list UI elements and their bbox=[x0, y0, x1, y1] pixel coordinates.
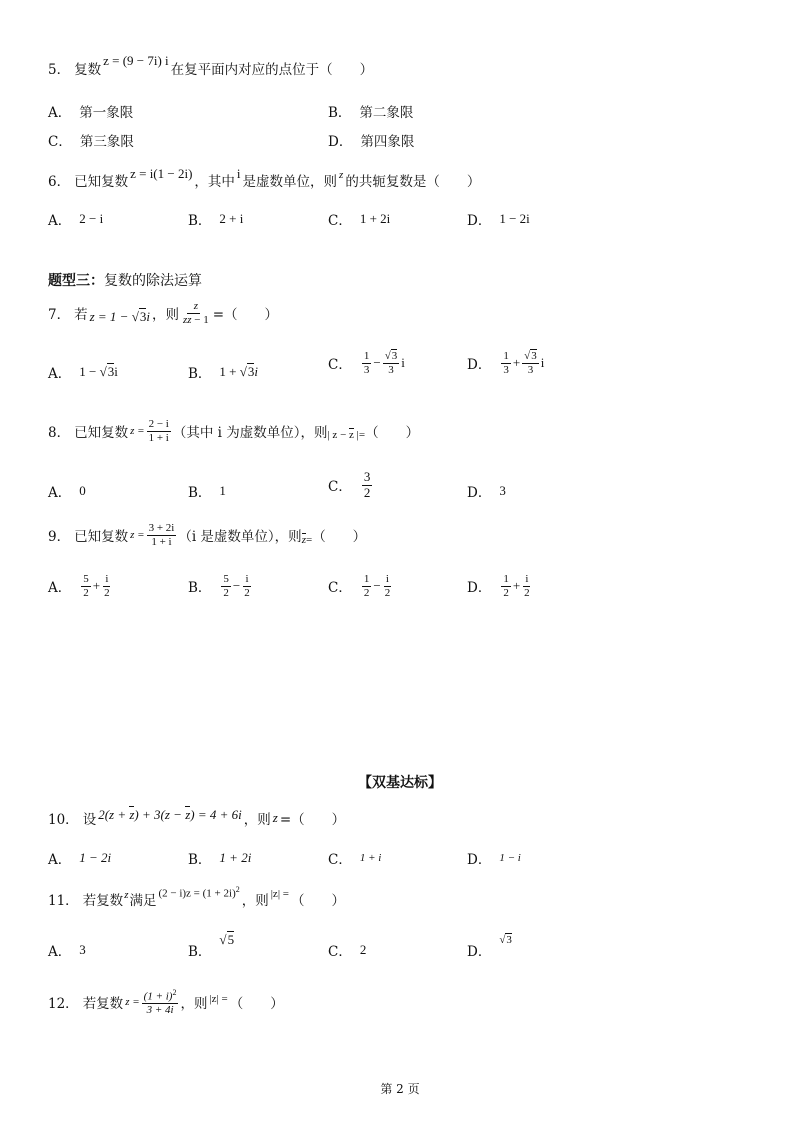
option-b[interactable]: B． $\frac{5}{2}$ − $\frac{i}{2}$ bbox=[188, 573, 250, 599]
question-text: ，则 bbox=[151, 307, 179, 324]
math-symbol: z = bbox=[130, 425, 145, 438]
question-10 bbox=[48, 808, 345, 828]
question-number: 8． bbox=[48, 425, 71, 442]
option-a[interactable]: A． $\frac{5}{2}$ + $\frac{i}{2}$ bbox=[48, 573, 110, 599]
option-b[interactable]: B． √5 bbox=[188, 932, 235, 960]
options-row bbox=[48, 350, 748, 394]
option-d[interactable]: D． $\frac{1}{2}$ + $\frac{i}{2}$ bbox=[467, 573, 530, 599]
question-text: ，则 bbox=[243, 812, 271, 828]
question-text: ，其中 bbox=[194, 174, 235, 190]
question-11 bbox=[48, 884, 345, 909]
option-d[interactable]: D． 1 − 2i bbox=[467, 211, 530, 229]
section-title: 【双基达标】 bbox=[358, 775, 442, 791]
option-a[interactable]: A． 2 − i bbox=[48, 211, 104, 229]
fraction: $\frac{(1 + i)^2}{3 + 4i}$ bbox=[143, 988, 177, 1017]
option-d[interactable]: D． √3 bbox=[467, 934, 512, 960]
section-heading: 题型三：复数的除法运算 bbox=[48, 273, 202, 289]
option-d[interactable]: D． 3 bbox=[467, 483, 506, 501]
option-c[interactable]: C． $\frac{1}{3}$ − $\frac{√3}{3}$ i bbox=[328, 350, 405, 376]
question-text: 已知复数 bbox=[74, 174, 129, 190]
math-symbol: z bbox=[124, 889, 129, 901]
math-expression: z = i(1 − 2i) bbox=[130, 166, 193, 181]
option-a[interactable]: A． 3 bbox=[48, 942, 86, 960]
math-symbol: i bbox=[236, 166, 241, 181]
option-c[interactable]: C． $\frac{1}{2}$ − $\frac{i}{2}$ bbox=[328, 573, 391, 599]
question-number: 5． bbox=[48, 62, 71, 78]
options-row bbox=[48, 932, 748, 962]
question-number: 11． bbox=[48, 893, 79, 909]
question-text: 是虚数单位，则 bbox=[242, 174, 338, 190]
question-5 bbox=[48, 53, 374, 78]
question-text: 设 bbox=[82, 812, 97, 828]
question-text: 已知复数 bbox=[74, 425, 129, 442]
question-number: 6． bbox=[48, 174, 71, 190]
question-number: 9． bbox=[48, 529, 71, 546]
question-number: 7． bbox=[48, 307, 71, 324]
math-symbol: z bbox=[339, 169, 344, 181]
question-9 bbox=[48, 522, 366, 548]
question-8 bbox=[48, 418, 419, 444]
math-expression: z = 1 − √3i bbox=[89, 309, 150, 325]
question-number: 12． bbox=[48, 996, 79, 1013]
question-text: （ ） bbox=[365, 425, 420, 442]
option-d[interactable]: D． $\frac{1}{3}$ + $\frac{√3}{3}$ i bbox=[467, 350, 545, 376]
question-text: =（ ） bbox=[279, 812, 346, 828]
fraction: $\frac{z}{zz - 1}$ bbox=[182, 300, 209, 326]
question-text: （其中 i 为虚数单位），则 bbox=[172, 425, 328, 442]
option-c[interactable]: C． 1 + 2i bbox=[328, 211, 391, 229]
math-symbol: z = bbox=[125, 996, 140, 1009]
question-text: （ ） bbox=[312, 529, 367, 546]
options-row bbox=[48, 470, 748, 510]
question-text: 复数 bbox=[74, 62, 102, 78]
option-b[interactable]: B． 1 bbox=[188, 483, 226, 501]
options-row bbox=[48, 101, 748, 123]
option-b[interactable]: B． 1 + 2i bbox=[188, 850, 252, 868]
math-symbol: z bbox=[272, 810, 278, 825]
question-6 bbox=[48, 166, 481, 190]
option-a[interactable]: A． 0 bbox=[48, 483, 86, 501]
question-text: （ ） bbox=[229, 996, 284, 1013]
math-expression: |z| = bbox=[270, 888, 289, 900]
option-a[interactable]: A． 1 − √3i bbox=[48, 364, 118, 382]
question-text: 若复数 bbox=[82, 996, 124, 1013]
question-text: 若 bbox=[74, 307, 88, 324]
question-text: ，则 bbox=[180, 996, 208, 1013]
option-c[interactable]: C． 第三象限 bbox=[48, 134, 134, 150]
options-row bbox=[48, 848, 748, 870]
question-text: （ ） bbox=[290, 893, 345, 909]
question-text: ，则 bbox=[241, 893, 269, 909]
option-b[interactable]: B． 2 + i bbox=[188, 211, 244, 229]
math-expression: $(2 - i)z = (1 + 2i)^2$ bbox=[158, 884, 240, 900]
option-d[interactable]: D． 1 − i bbox=[467, 852, 521, 868]
option-a[interactable]: A． 第一象限 bbox=[48, 105, 134, 121]
option-c[interactable]: C． $\frac{3}{2}$ bbox=[328, 469, 371, 500]
math-expression: z= bbox=[301, 534, 313, 547]
math-expression: | z − z |= bbox=[327, 429, 366, 442]
question-12 bbox=[48, 988, 284, 1017]
options-row bbox=[48, 573, 748, 613]
question-text: 的共轭复数是（ ） bbox=[345, 174, 481, 190]
question-text: 若复数 bbox=[82, 893, 124, 909]
math-expression: 2(z + z) + 3(z − z) = 4 + 6i bbox=[98, 807, 242, 822]
math-expression: |z| = bbox=[209, 993, 228, 1006]
option-c[interactable]: C． 1 + i bbox=[328, 852, 382, 868]
option-a[interactable]: A． 1 − 2i bbox=[48, 850, 112, 868]
option-d[interactable]: D． 第四象限 bbox=[328, 134, 415, 150]
options-row bbox=[48, 209, 748, 231]
question-text: =（ ） bbox=[212, 307, 279, 324]
question-number: 10． bbox=[48, 812, 79, 828]
page-number: 第 2 页 bbox=[380, 1082, 420, 1096]
fraction: $\frac{3 + 2i}{1 + i}$ bbox=[148, 522, 175, 548]
question-text: 已知复数 bbox=[74, 529, 129, 546]
question-text: 在复平面内对应的点位于（ ） bbox=[170, 62, 374, 78]
option-b[interactable]: B． 1 + √3i bbox=[188, 364, 259, 382]
question-text: （i 是虚数单位），则 bbox=[178, 529, 302, 546]
math-symbol: z = bbox=[130, 529, 145, 542]
fraction: $\frac{2 - i}{1 + i}$ bbox=[148, 418, 169, 444]
option-b[interactable]: B． 第二象限 bbox=[328, 105, 414, 121]
question-text: 满足 bbox=[129, 893, 157, 909]
options-row bbox=[48, 130, 748, 152]
question-7 bbox=[48, 300, 278, 326]
option-c[interactable]: C． 2 bbox=[328, 942, 367, 960]
math-expression: z = (9 − 7i) i bbox=[103, 53, 169, 68]
